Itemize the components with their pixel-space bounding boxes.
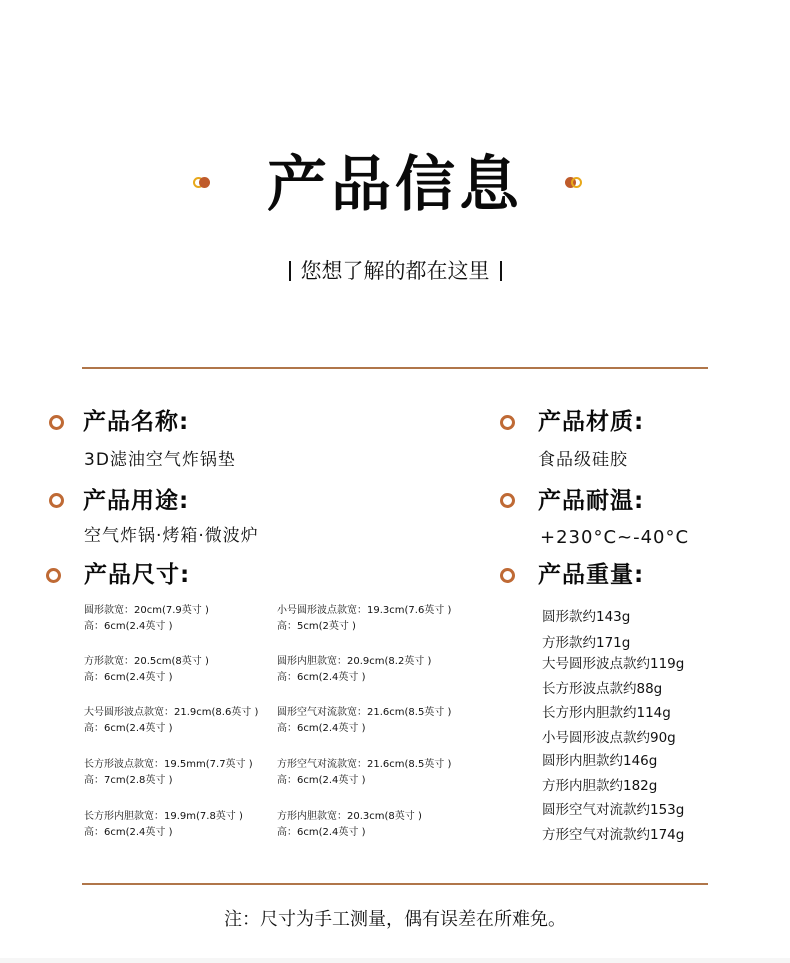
size-height: 高：6cm(2.4英寸 ) (84, 723, 173, 734)
weight-item (542, 679, 662, 699)
size-width: 圆形内胆款宽：20.9cm(8.2英寸 ) (277, 656, 432, 667)
size-width: 方形空气对流款宽：21.6cm(8.5英寸 ) (277, 759, 452, 770)
weight-text: 小号圆形波点款约90g (542, 730, 676, 746)
size-height: 高：6cm(2.4英寸 ) (84, 827, 173, 838)
size-item (84, 757, 253, 789)
weight-item (542, 703, 671, 723)
size-height: 高：6cm(2.4英寸 ) (277, 672, 366, 683)
size-item (84, 809, 243, 841)
weight-text: 圆形内胆款约146g (542, 753, 658, 769)
size-width: 长方形内胆款宽：19.9m(7.8英寸 ) (84, 811, 243, 822)
divider-top (82, 367, 708, 369)
weight-item (542, 633, 630, 653)
section-usage-value: 空气炸锅·烤箱·微波炉 (84, 526, 259, 546)
measurement-note: 注：尺寸为手工测量，偶有误差在所难免。 (224, 909, 566, 930)
size-height: 高：6cm(2.4英寸 ) (84, 621, 173, 632)
weight-text: 长方形内胆款约114g (542, 705, 671, 721)
size-height: 高：6cm(2.4英寸 ) (277, 775, 366, 786)
size-height: 高：7cm(2.8英寸 ) (84, 775, 173, 786)
page-title: 产品信息 (267, 150, 523, 220)
weight-item (542, 776, 657, 796)
bullet-circle-icon (500, 415, 515, 430)
size-item (84, 603, 209, 635)
subtitle-bar-right (500, 261, 502, 281)
weight-item (542, 825, 684, 845)
size-height: 高：6cm(2.4英寸 ) (84, 672, 173, 683)
weight-item (542, 728, 676, 748)
size-width: 小号圆形波点款宽：19.3cm(7.6英寸 ) (277, 605, 452, 616)
section-temperature-label: 产品耐温: (538, 488, 645, 514)
size-item (84, 705, 258, 737)
size-item (277, 603, 451, 635)
weight-text: 长方形波点款约88g (542, 681, 663, 697)
bullet-circle-icon (500, 568, 515, 583)
section-temperature-value: +230°C~-40°C (540, 527, 690, 548)
size-width: 圆形空气对流款宽：21.6cm(8.5英寸 ) (277, 707, 452, 718)
weight-text: 方形款约171g (542, 635, 631, 651)
subtitle-text: 您想了解的都在这里 (300, 259, 490, 283)
size-height: 高：5cm(2英寸 ) (277, 621, 356, 632)
section-material-value: 食品级硅胶 (538, 450, 628, 470)
weight-item (542, 800, 684, 820)
size-width: 方形款宽：20.5cm(8英寸 ) (84, 656, 209, 667)
weight-text: 圆形空气对流款约153g (542, 802, 685, 818)
size-width: 大号圆形波点款宽：21.9cm(8.6英寸 ) (84, 707, 259, 718)
weight-item (542, 654, 684, 674)
bullet-circle-icon (500, 493, 515, 508)
weight-text: 方形空气对流款约174g (542, 827, 685, 843)
size-item (277, 809, 422, 841)
subtitle-bar-left (289, 261, 291, 281)
size-item (277, 654, 431, 686)
divider-bottom (82, 883, 708, 885)
bullet-circle-icon (49, 415, 64, 430)
weight-text: 圆形款约143g (542, 609, 631, 625)
section-name-value: 3D滤油空气炸锅垫 (84, 450, 236, 470)
size-item (277, 705, 451, 737)
size-height: 高：6cm(2.4英寸 ) (277, 827, 366, 838)
page-subtitle (0, 256, 790, 286)
size-height: 高：6cm(2.4英寸 ) (277, 723, 366, 734)
size-width: 圆形款宽：20cm(7.9英寸 ) (84, 605, 209, 616)
section-name-label: 产品名称: (83, 409, 190, 435)
bullet-circle-icon (49, 493, 64, 508)
gold-ring-icon (571, 177, 582, 188)
size-width: 长方形波点款宽：19.5mm(7.7英寸 ) (84, 759, 253, 770)
size-width: 方形内胆款宽：20.3cm(8英寸 ) (277, 811, 422, 822)
weight-item (542, 607, 630, 627)
bullet-circle-icon (46, 568, 61, 583)
weight-text: 方形内胆款约182g (542, 778, 658, 794)
section-usage-label: 产品用途: (83, 488, 190, 514)
decorative-dots-right-icon (565, 177, 583, 189)
section-weight-label: 产品重量: (538, 562, 645, 588)
section-material-label: 产品材质: (538, 409, 645, 435)
weight-item (542, 751, 657, 771)
weight-text: 大号圆形波点款约119g (542, 656, 685, 672)
section-size-label: 产品尺寸: (84, 562, 191, 588)
footer-strip (0, 958, 790, 963)
size-item (277, 757, 451, 789)
size-item (84, 654, 209, 686)
